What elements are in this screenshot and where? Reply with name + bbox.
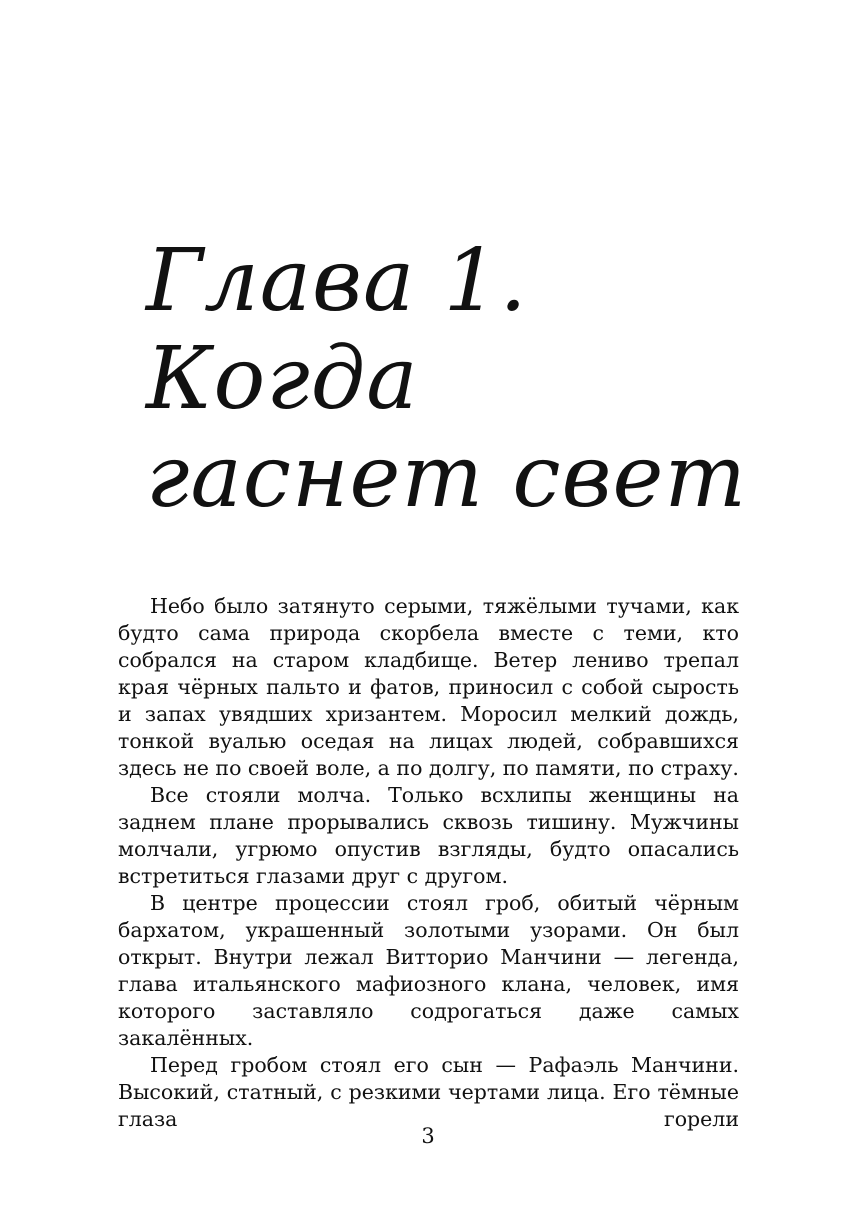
chapter-title-line: Когда — [146, 329, 419, 429]
paragraph: Все стояли молча. Только всхлипы женщины на заднем плане прорывались сквозь тишину. Мужчины молчали, угрюмо опустив взгляды, будто опасались встретиться глазами друг с другом. — [118, 783, 739, 888]
paragraph: Перед гробом стоял его сын — Рафаэль Манчини. Высокий, статный, с резкими чертами лица. Его тёмные глаза горели — [118, 1053, 739, 1131]
paragraph: Небо было затянуто серыми, тяжёлыми тучами, как будто сама природа скорбела вместе с теми, кто собрался на старом кладбище. Ветер лениво трепал края чёрных пальто и фатов, приносил с собой сырость и запах увядших хризантем. Моросил мелкий дождь, тонкой вуалью оседая на лицах людей, собравшихся здесь не по своей воле, а по долгу, по памяти, по страху. — [118, 594, 739, 780]
paragraph: В центре процессии стоял гроб, обитый чёрным бархатом, украшенный золотыми узорами. Он был открыт. Внутри лежал Витторио Манчини — легенда, глава итальянского мафиозного клана, человек, имя которого заставляло содрогаться даже самых закалённых. — [118, 891, 739, 1050]
chapter-title-line: гаснет свет — [146, 427, 747, 527]
page-number: 3 — [421, 1124, 435, 1148]
chapter-title-line: Глава 1. — [146, 231, 528, 331]
chapter-title — [146, 232, 746, 526]
chapter-body — [118, 593, 739, 1133]
